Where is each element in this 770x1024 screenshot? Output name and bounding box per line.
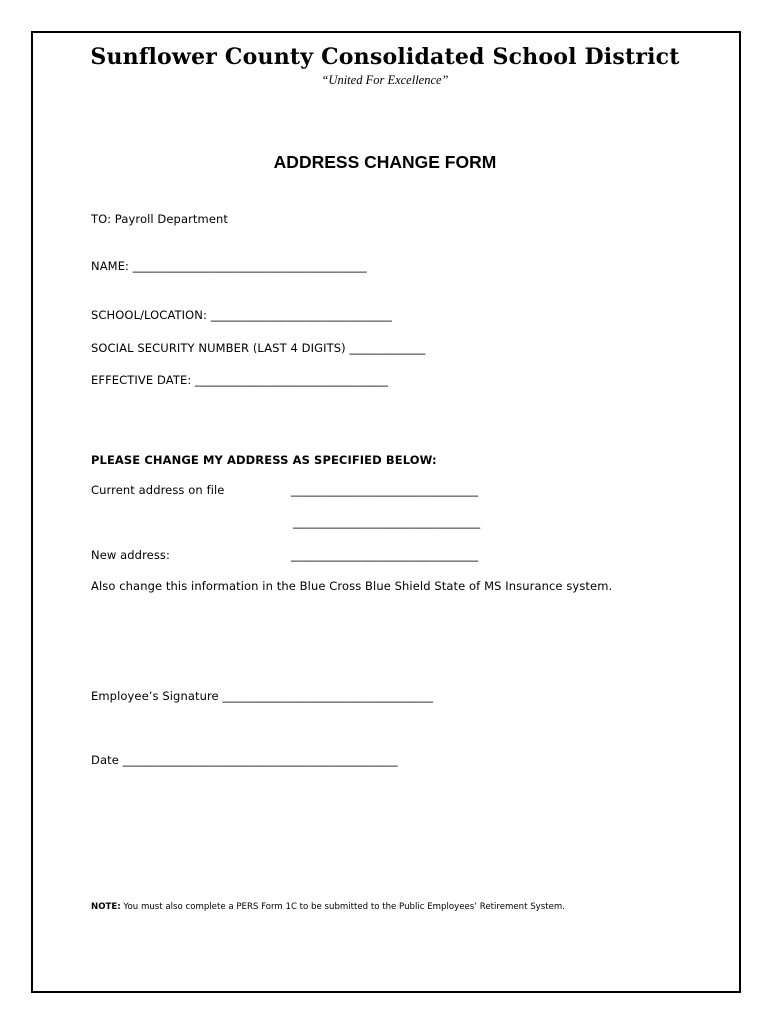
name-field[interactable]: NAME: ________________________________________ (91, 259, 367, 273)
to-line: TO: Payroll Department (91, 212, 229, 226)
page-border (31, 31, 741, 993)
new-address-label: New address: (91, 548, 170, 562)
date-field[interactable]: Date _______________________________________________ (91, 753, 398, 767)
current-address-line-1[interactable]: ________________________________ (291, 483, 479, 497)
employee-signature-field[interactable]: Employee’s Signature ____________________________________ (91, 689, 434, 703)
footer-note (91, 902, 565, 912)
current-address-label: Current address on file (91, 483, 225, 497)
current-address-line-2[interactable]: ________________________________ (293, 515, 481, 529)
new-address-line[interactable]: ________________________________ (291, 548, 479, 562)
district-name: Sunflower County Consolidated School District (90, 44, 680, 70)
ssn-last4-field[interactable]: SOCIAL SECURITY NUMBER (LAST 4 DIGITS) _____________ (91, 341, 426, 355)
bcbs-note: Also change this information in the Blue Cross Blue Shield State of MS Insurance system. (91, 579, 613, 593)
effective-date-field[interactable]: EFFECTIVE DATE: _________________________________ (91, 373, 389, 387)
school-location-field[interactable]: SCHOOL/LOCATION: _______________________________ (91, 308, 393, 322)
note-label: NOTE: (91, 902, 121, 912)
section-heading: PLEASE CHANGE MY ADDRESS AS SPECIFIED BELOW: (91, 453, 437, 467)
form-title: ADDRESS CHANGE FORM (273, 152, 497, 172)
district-motto: “United For Excellence” (321, 73, 449, 87)
note-text: You must also complete a PERS Form 1C to be submitted to the Public Employees’ Retirement System. (120, 902, 565, 912)
